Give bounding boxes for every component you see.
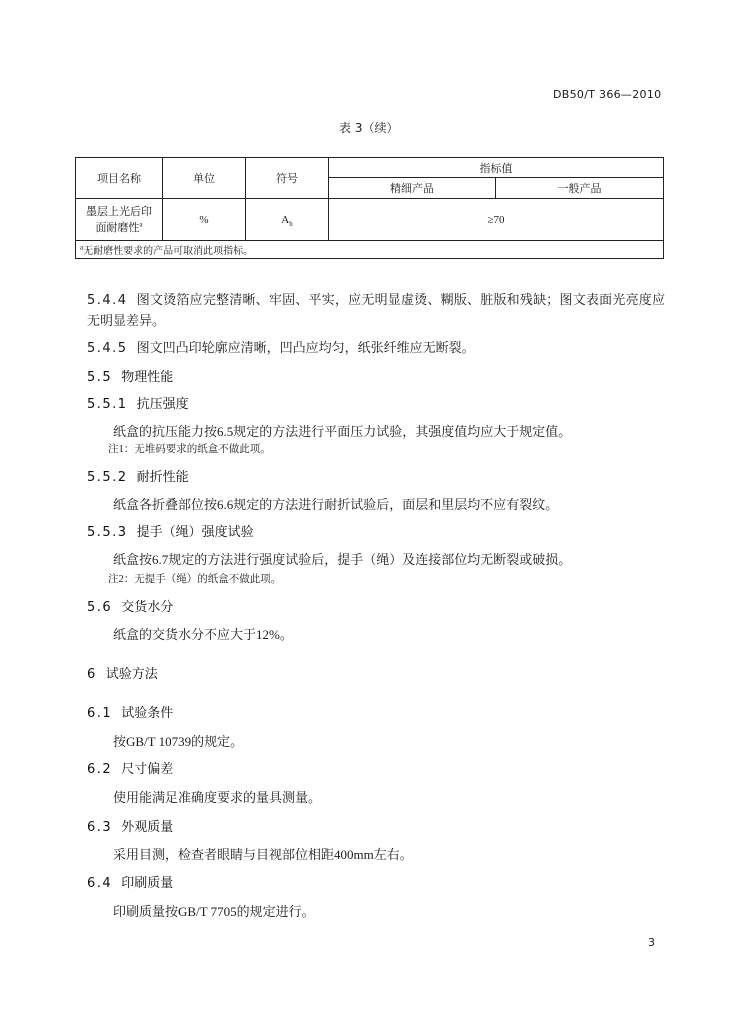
- item-name-line-2-text: 面耐磨性: [95, 221, 140, 234]
- heading-title: 印刷质量: [121, 876, 174, 891]
- heading-title: 试验方法: [105, 667, 158, 682]
- spec-table: [75, 157, 664, 259]
- footnote-text: 无耐磨性要求的产品可取消此项指标。: [83, 246, 254, 257]
- heading-6-3: [87, 818, 173, 838]
- body-5-5-2: 纸盒各折叠部位按6.6规定的方法进行耐折试验后，面层和里层均不应有裂纹。: [113, 497, 559, 512]
- clause-5-4-5: [87, 338, 665, 359]
- table-row: [76, 199, 664, 241]
- heading-number: 6.3: [87, 820, 113, 835]
- heading-title: 物理性能: [121, 370, 174, 385]
- header-general-product: 一般产品: [496, 178, 664, 199]
- clause-5-4-4: [87, 290, 665, 331]
- cell-item-name: [76, 199, 163, 241]
- body-5-6: 纸盒的交货水分不应大于12%。: [113, 627, 293, 642]
- heading-title: 耐折性能: [136, 470, 189, 485]
- header-index-value: 指标值: [329, 158, 664, 178]
- note-1: 注1：无堆码要求的纸盒不做此项。: [108, 444, 271, 455]
- table-footnote-row: [76, 241, 664, 259]
- table-footnote: [76, 241, 664, 259]
- heading-number: 5.5.2: [87, 470, 128, 485]
- heading-number: 5.5.1: [87, 397, 128, 412]
- heading-number: 6.4: [87, 876, 113, 891]
- header-symbol: 符号: [246, 158, 329, 199]
- heading-6-1: [87, 704, 173, 724]
- heading-6: [87, 665, 158, 685]
- clause-number: 5.4.5: [87, 341, 128, 356]
- header-unit: 单位: [163, 158, 246, 199]
- heading-5-6: [87, 598, 173, 618]
- table-caption: 表 3（续）: [339, 121, 399, 135]
- body-6-2: 使用能满足准确度要求的量具测量。: [113, 790, 322, 805]
- item-name-line-2: [76, 220, 162, 236]
- cell-index-value: ≥70: [329, 199, 664, 241]
- cell-unit: %: [163, 199, 246, 241]
- heading-title: 交货水分: [121, 600, 174, 615]
- symbol-main: A: [281, 213, 290, 226]
- body-6-4: 印刷质量按GB/T 7705的规定进行。: [113, 904, 315, 919]
- heading-number: 6.1: [87, 706, 113, 721]
- heading-5-5-3: [87, 523, 254, 543]
- table-header-row: [76, 158, 664, 178]
- clause-text: 图文烫箔应完整清晰、牢固、平实，应无明显虚烫、糊版、脏版和残缺；图文表面光亮度应无明显差异。: [87, 292, 665, 328]
- symbol-subscript: h: [289, 219, 293, 228]
- cell-symbol: [246, 199, 329, 241]
- body-6-3: 采用目测，检查者眼睛与目视部位相距400mm左右。: [113, 847, 413, 862]
- item-name-line-1: 墨层上光后印: [86, 205, 152, 218]
- heading-title: 尺寸偏差: [121, 762, 174, 777]
- heading-6-2: [87, 760, 173, 780]
- footnote-mark: a: [139, 219, 143, 228]
- heading-number: 5.5.3: [87, 525, 128, 540]
- heading-number: 5.5: [87, 370, 113, 385]
- header-item-name: 项目名称: [76, 158, 163, 199]
- body-5-5-3: 纸盒按6.7规定的方法进行强度试验后，提手（绳）及连接部位均无断裂或破损。: [113, 552, 572, 567]
- heading-number: 6: [87, 667, 97, 682]
- heading-number: 6.2: [87, 762, 113, 777]
- header-fine-product: 精细产品: [329, 178, 496, 199]
- body-6-1: 按GB/T 10739的规定。: [113, 734, 244, 749]
- document-code: DB50/T 366—2010: [553, 88, 662, 101]
- body-5-5-1: 纸盒的抗压能力按6.5规定的方法进行平面压力试验，其强度值均应大于规定值。: [113, 424, 572, 439]
- heading-5-5-1: [87, 395, 189, 415]
- heading-title: 抗压强度: [136, 397, 189, 412]
- heading-title: 提手（绳）强度试验: [136, 525, 254, 540]
- page-number: 3: [648, 936, 655, 949]
- clause-number: 5.4.4: [87, 293, 128, 308]
- heading-6-4: [87, 874, 173, 894]
- note-2: 注2：无提手（绳）的纸盒不做此项。: [108, 574, 282, 585]
- heading-number: 5.6: [87, 600, 113, 615]
- heading-title: 试验条件: [121, 706, 174, 721]
- heading-title: 外观质量: [121, 820, 174, 835]
- heading-5-5: [87, 368, 173, 388]
- heading-5-5-2: [87, 468, 189, 488]
- clause-text: 图文凹凸印轮廓应清晰，凹凸应均匀，纸张纤维应无断裂。: [136, 340, 475, 355]
- footnote-mark: a: [80, 243, 84, 252]
